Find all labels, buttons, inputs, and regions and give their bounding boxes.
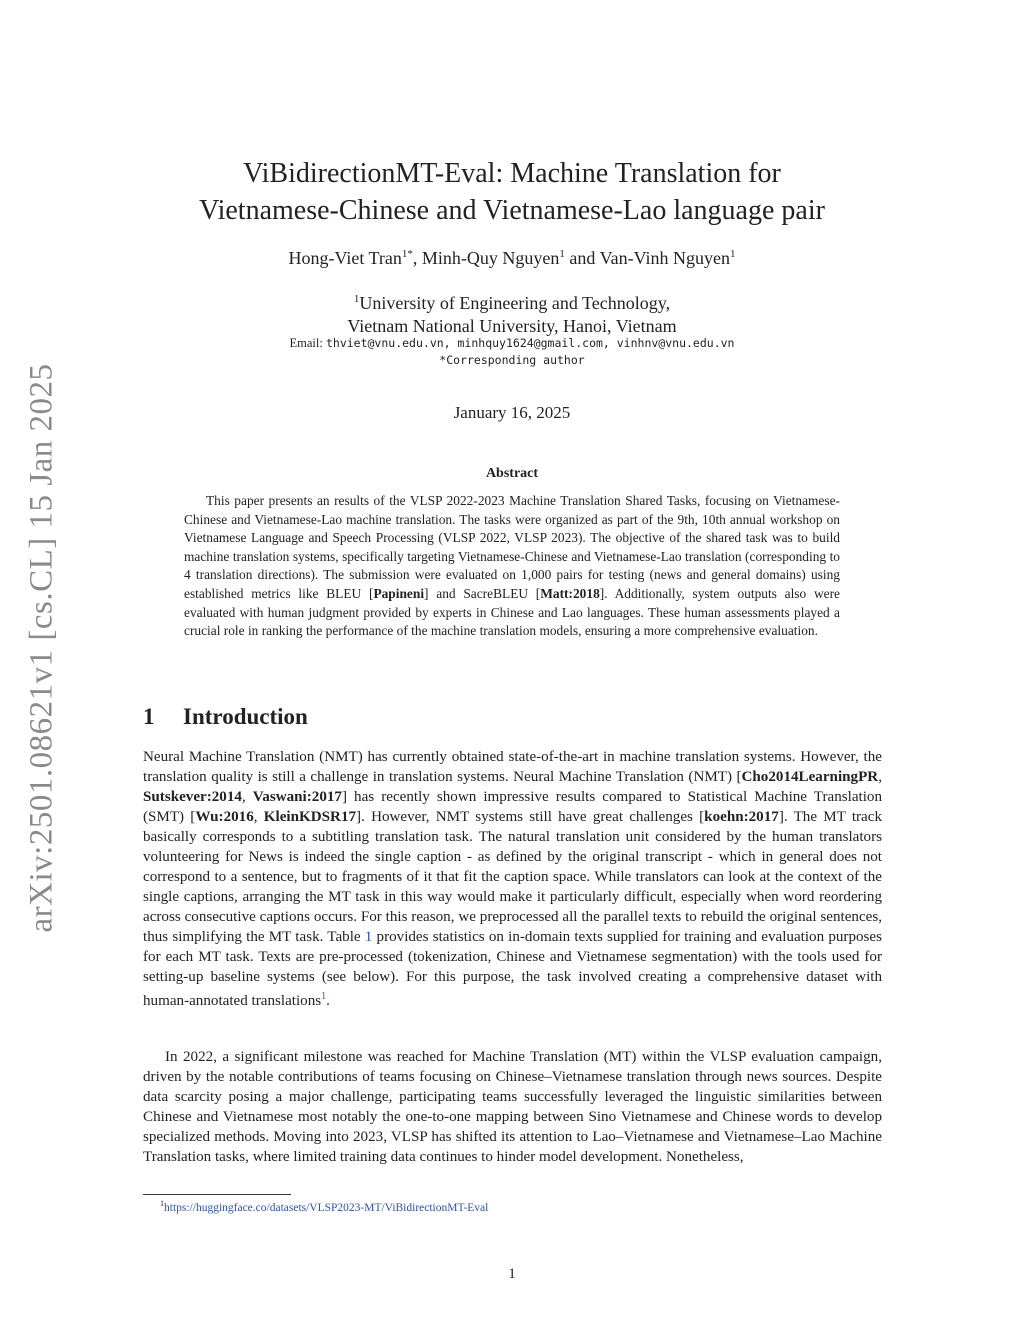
affiliation: $^1$University of Engineering and Technology, Vietnam National University, Hanoi, Vietnam	[150, 288, 874, 338]
citation-link[interactable]: Wu:2016	[195, 809, 254, 825]
footnote-url-link[interactable]: https://huggingface.co/datasets/VLSP2023-MT/ViBidirectionMT-Eval	[164, 1201, 489, 1214]
section-number: 1	[143, 704, 155, 729]
table-reference-link[interactable]: 1	[364, 929, 373, 945]
author-mark: 1	[730, 248, 736, 260]
intro-paragraph-1: Neural Machine Translation (NMT) has currently obtained state-of-the-art in machine translation systems. However, the translation quality is still a challenge in translation systems. Neural Machine Translation (NMT) [Cho2014LearningPR, Sutskever:2014, Vaswani:2017] has recently shown impressive results compared to Statistical Machine Translation (SMT) [Wu:2016, KleinKDSR17]. However, NMT systems still have great challenges [koehn:2017]. The MT track basically corresponds to a subtitling translation task. The natural translation unit considered by the human translators volunteering for News is indeed the single caption - as defined by the original transcript - which in general does not correspond to a sentence, but to fragments of it that fit the caption space. While translators can look at the context of the single captions, arranging the MT task in this way would make it particularly difficult, especially when word reordering across consecutive captions occurs. For this reason, we preprocessed all the parallel texts to rebuild the original sentences, thus simplifying the MT task. Table 1 provides statistics on in-domain texts supplied for training and evaluation purposes for each MT task. Texts are pre-processed (tokenization, Chinese and Vietnamese segmentation) with the tools used for setting-up baseline systems (see below). For this purpose, the task involved creating a comprehensive dataset with human-annotated translations$^1$.	[143, 749, 883, 1010]
citation-link[interactable]: Sutskever:2014	[143, 789, 242, 805]
abstract-text: This paper presents an results of the VLSP 2022-2023 Machine Translation Shared Tasks, focusing on Vietnamese-Chinese and Vietnamese-Lao machine translation. The tasks were organized as part of the 9th, 10th annual workshop on Vietnamese Language and Speech Processing (VLSP 2022, VLSP 2023). The objective of the shared task was to build machine translation systems, specifically targeting Vietnamese-Chinese and Vietnamese-Lao translation (corresponding to 4 translation directions). The submission were evaluated on 1,000 pairs for testing (news and general domains) using established metrics like BLEU [Papineni] and SacreBLEU [Matt:2018]. Additionally, system outputs also were evaluated with human judgment provided by experts in Chinese and Lao languages. These human assessments played a crucial role in ranking the performance of the machine translation models, ensuring a more comprehensive evaluation.	[184, 493, 840, 639]
page-number: 1	[508, 1266, 516, 1282]
citation-link[interactable]: Papineni	[373, 585, 425, 601]
affiliation-line-1: University of Engineering and Technology,	[359, 293, 671, 313]
title-line-2: Vietnamese-Chinese and Vietnamese-Lao language pair	[199, 195, 825, 226]
paper-title	[150, 155, 874, 229]
footnote-mark: 1	[160, 1199, 164, 1208]
footnote-divider	[143, 1194, 291, 1195]
author-list: Hong-Viet Tran$^{1*}$, Minh-Quy Nguyen$^1$ and Van-Vinh Nguyen$^1$	[288, 248, 736, 268]
footnote	[160, 1199, 488, 1214]
abstract-heading: Abstract	[485, 466, 539, 481]
author-name: Van-Vinh Nguyen	[599, 248, 730, 268]
author-name: Minh-Quy Nguyen	[421, 248, 560, 268]
citation-link[interactable]: Vaswani:2017	[252, 789, 342, 805]
author-mark: 1	[559, 248, 565, 260]
section-title: Introduction	[183, 704, 308, 729]
citation-link[interactable]: Cho2014LearningPR	[741, 769, 879, 785]
paper-page: arXiv:2501.08621v1 [cs.CL] 15 Jan 2025 ViBidirectionMT-Eval: Machine Translation for Vietnamese-Chinese and Vietnamese-Lao language pair Hong-Viet Tran$^{1*}$, Minh-Quy Nguyen$^1$ and Van-Vinh Nguyen$^1$ $^1$University of Engineering and Technology, Vietnam National University, Hanoi, Vietnam Email: thviet@vnu.edu.vn, minhquy1624@gmail.com, vinhnv@vnu.edu.vn *Corresponding author January 16, 2025 Abstract This paper presents an results of the VLSP 2022-2023 Machine Translation Shared Tasks, focusing on Vietnamese-Chinese and Vietnamese-Lao machine translation. The tasks were organized as part of the 9th, 10th annual workshop on Vietnamese Language and Speech Processing (VLSP 2022, VLSP 2023). The objective of the shared task was to build machine translation systems, specifically targeting Vietnamese-Chinese and Vietnamese-Lao translation (corresponding to 4 translation directions). The submission were evaluated on 1,000 pairs for testing (news and general domains) using established metrics like BLEU [Papineni] and SacreBLEU [Matt:2018]. Additionally, system outputs also were evaluated with human judgment provided by experts in Chinese and Lao languages. These human assessments played a crucial role in ranking the performance of the machine translation models, ensuring a more comprehensive evaluation. 1 Introduction Neural Machine Translation (NMT) has currently obtained state-of-the-art in machine translation systems. However, the translation quality is still a challenge in translation systems. Neural Machine Translation (NMT) [Cho2014LearningPR, Sutskever:2014, Vaswani:2017] has recently shown impressive results compared to Statistical Machine Translation (SMT) [Wu:2016, KleinKDSR17]. However, NMT systems still have great challenges [koehn:2017]. The MT track basically corresponds to a subtitling translation task. The natural translation unit considered by the human translators volunteering for News is indeed the single caption - as defined by the original transcript - which in general does not correspond to a sentence, but to fragments of it that fit the caption space. While translators can look at the context of the single captions, arranging the MT task in this way would make it particularly difficult, especially when word reordering across consecutive captions occurs. For this reason, we preprocessed all the parallel texts to rebuild the original sentences, thus simplifying the MT task. Table 1 provides statistics on in-domain texts supplied for training and evaluation purposes for each MT task. Texts are pre-processed (tokenization, Chinese and Vietnamese segmentation) with the tools used for setting-up baseline systems (see below). For this purpose, the task involved creating a comprehensive dataset with human-annotated translations$^1$. In 2022, a significant milestone was reached for Machine Translation (MT) within the VLSP evaluation campaign, driven by the notable contributions of teams focusing on Chinese–Vietnamese translation through news sources. Despite data scarcity posing a major challenge, participating teams successfully leveraged the linguistic similarities between Chinese and Vietnamese most notably the one-to-one mapping between Sino Vietnamese and Chinese words to develop specialized methods. Moving into 2023, VLSP has shifted its attention to Lao–Vietnamese and Vietnamese–Lao Machine Translation tasks, where limited training data continues to hinder model development. Nonetheless, $^1$https://huggingface.co/datasets/VLSP2023-MT/ViBidirectionMT-Eval 1	[0, 0, 1024, 1325]
citation-link[interactable]: KleinKDSR17	[263, 809, 357, 825]
intro-paragraph-2: In 2022, a significant milestone was reached for Machine Translation (MT) within the VLSP evaluation campaign, driven by the notable contributions of teams focusing on Chinese–Vietnamese translation through news sources. Despite data scarcity posing a major challenge, participating teams successfully leveraged the linguistic similarities between Chinese and Vietnamese most notably the one-to-one mapping between Sino Vietnamese and Chinese words to develop specialized methods. Moving into 2023, VLSP has shifted its attention to Lao–Vietnamese and Vietnamese–Lao Machine Translation tasks, where limited training data continues to hinder model development. Nonetheless,	[143, 1049, 882, 1165]
author-mark: 1*	[401, 248, 413, 260]
author-name: Hong-Viet Tran	[288, 248, 402, 268]
email-line	[150, 336, 874, 351]
citation-link[interactable]: Matt:2018	[540, 585, 600, 601]
corresponding-author-note: *Corresponding author	[439, 353, 585, 367]
footnote-reference-link[interactable]: 1	[321, 991, 327, 1002]
email-label: Email:	[289, 336, 326, 350]
title-line-1: ViBidirectionMT-Eval: Machine Translation for	[243, 158, 781, 189]
citation-link[interactable]: koehn:2017	[704, 809, 779, 825]
affiliation-line-2: Vietnam National University, Hanoi, Vietnam	[347, 316, 677, 336]
paper-date: January 16, 2025	[453, 403, 571, 422]
section-heading	[143, 704, 308, 730]
email-addresses[interactable]: thviet@vnu.edu.vn, minhquy1624@gmail.com, vinhnv@vnu.edu.vn	[325, 336, 735, 350]
